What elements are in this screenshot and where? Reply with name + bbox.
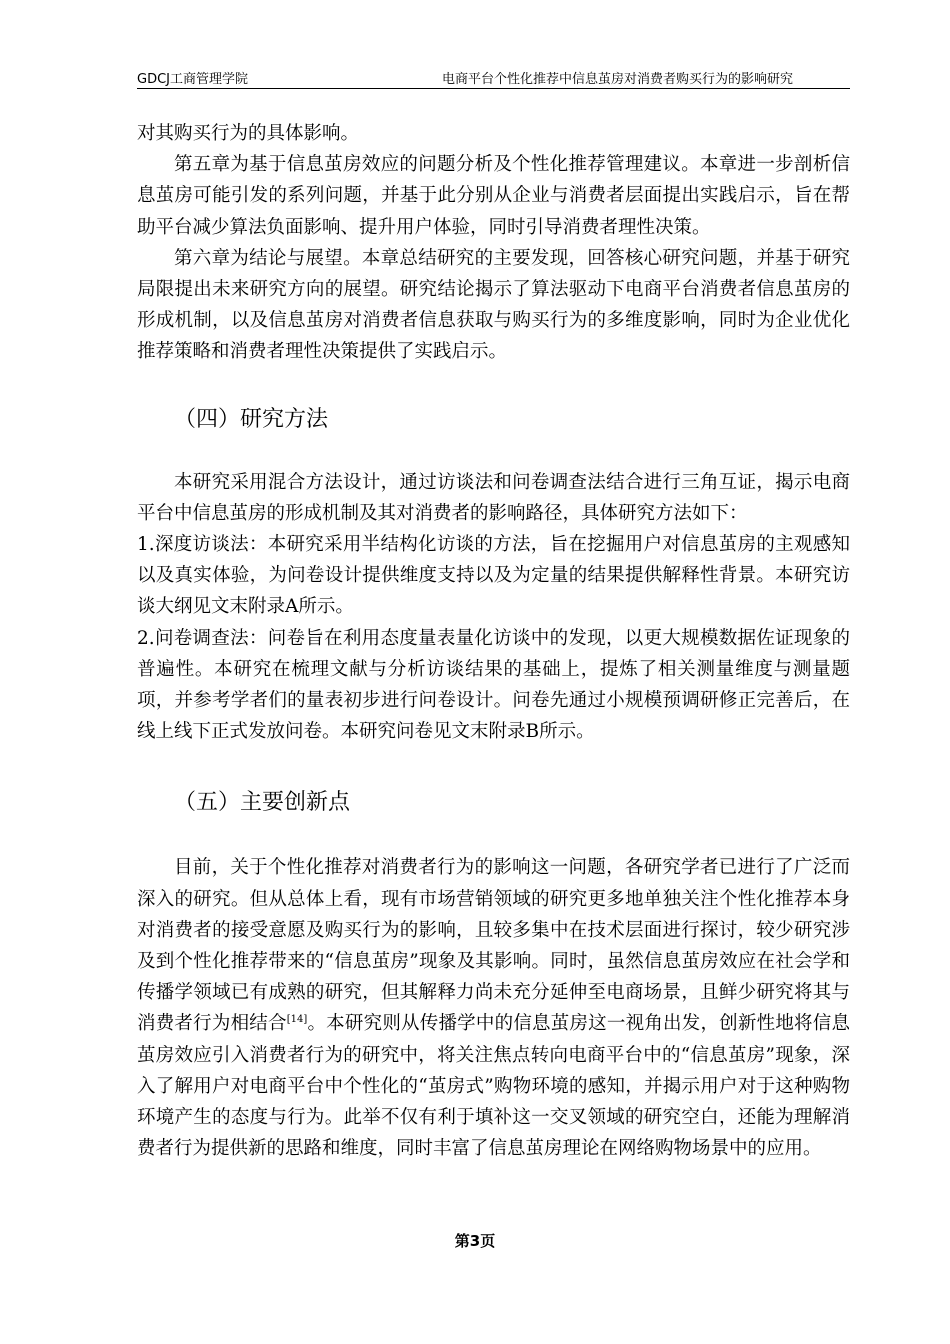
page-header [137,66,850,89]
paragraph-chapter6: 第六章为结论与展望。本章总结研究的主要发现，回答核心研究问题，并基于研究局限提出未来研究方向的展望。研究结论揭示了算法驱动下电商平台消费者信息茧房的形成机制，以及信息茧房对消费者信息获取与购买行为的多维度影响，同时为企业优化推荐策略和消费者理性决策提供了实践启示。 [137,247,850,363]
citation-ref: [14] [286,1014,308,1026]
paragraph-methods-intro: 本研究采用混合方法设计，通过访谈法和问卷调查法结合进行三角互证，揭示电商平台中信息茧房的形成机制及其对消费者的影响路径，具体研究方法如下： [137,471,850,524]
paragraph-innovation [137,852,850,1164]
header-title: 电商平台个性化推荐中信息茧房对消费者购买行为的影响研究 [441,72,793,87]
paragraph-interview-method: 1.深度访谈法：本研究采用半结构化访谈的方法，旨在挖掘用户对信息茧房的主观感知以及真实体验，为问卷设计提供维度支持以及为定量的结果提供解释性背景。本研究访谈大纲见文末附录A所示。 [137,534,850,618]
paragraph-survey-method: 2.问卷调查法：问卷旨在利用态度量表量化访谈中的发现，以更大规模数据佐证现象的普遍性。本研究在梳理文献与分析访谈结果的基础上，提炼了相关测量维度与测量题项，并参考学者们的量表初步进行问卷设计。问卷先通过小规模预调研修正完善后，在线上线下正式发放问卷。本研究问卷见文末附录B所示。 [137,627,850,743]
header-school: GDCJ工商管理学院 [137,72,248,87]
section-heading-methods: （四）研究方法 [174,406,329,432]
paragraph-continued: 对其购买行为的具体影响。 [137,123,360,144]
page-number: 第3页 [454,1232,496,1250]
section-heading-innovation: （五）主要创新点 [174,790,351,816]
innovation-text-part1: 目前，关于个性化推荐对消费者行为的影响这一问题，各研究学者已进行了广泛而深入的研究。但从总体上看，现有市场营销领域的研究更多地单独关注个性化推荐本身对消费者的接受意愿及购买行为的影响，且较多集中在技术层面进行探讨，较少研究涉及到个性化推荐带来的“信息茧房”现象及其影响。同时，虽然信息茧房效应在社会学和传播学领域已有成熟的研究，但其解释力尚未充分延伸至电商场景，且鲜少研究将其与消费者行为相结合 [137,857,850,1035]
paragraph-chapter5: 第五章为基于信息茧房效应的问题分析及个性化推荐管理建议。本章进一步剖析信息茧房可能引发的系列问题，并基于此分别从企业与消费者层面提出实践启示，旨在帮助平台减少算法负面影响、提升用户体验，同时引导消费者理性决策。 [137,154,850,238]
page-body [137,118,850,1164]
innovation-text-part2: 。本研究则从传播学中的信息茧房这一视角出发，创新性地将信息茧房效应引入消费者行为的研究中，将关注焦点转向电商平台中的“信息茧房”现象，深入了解用户对电商平台中个性化的“茧房式”购物环境的感知，并揭示用户对于这种购物环境产生的态度与行为。此举不仅有利于填补这一交叉领域的研究空白，还能为理解消费者行为提供新的思路和维度，同时丰富了信息茧房理论在网络购物场景中的应用。 [137,1013,850,1160]
